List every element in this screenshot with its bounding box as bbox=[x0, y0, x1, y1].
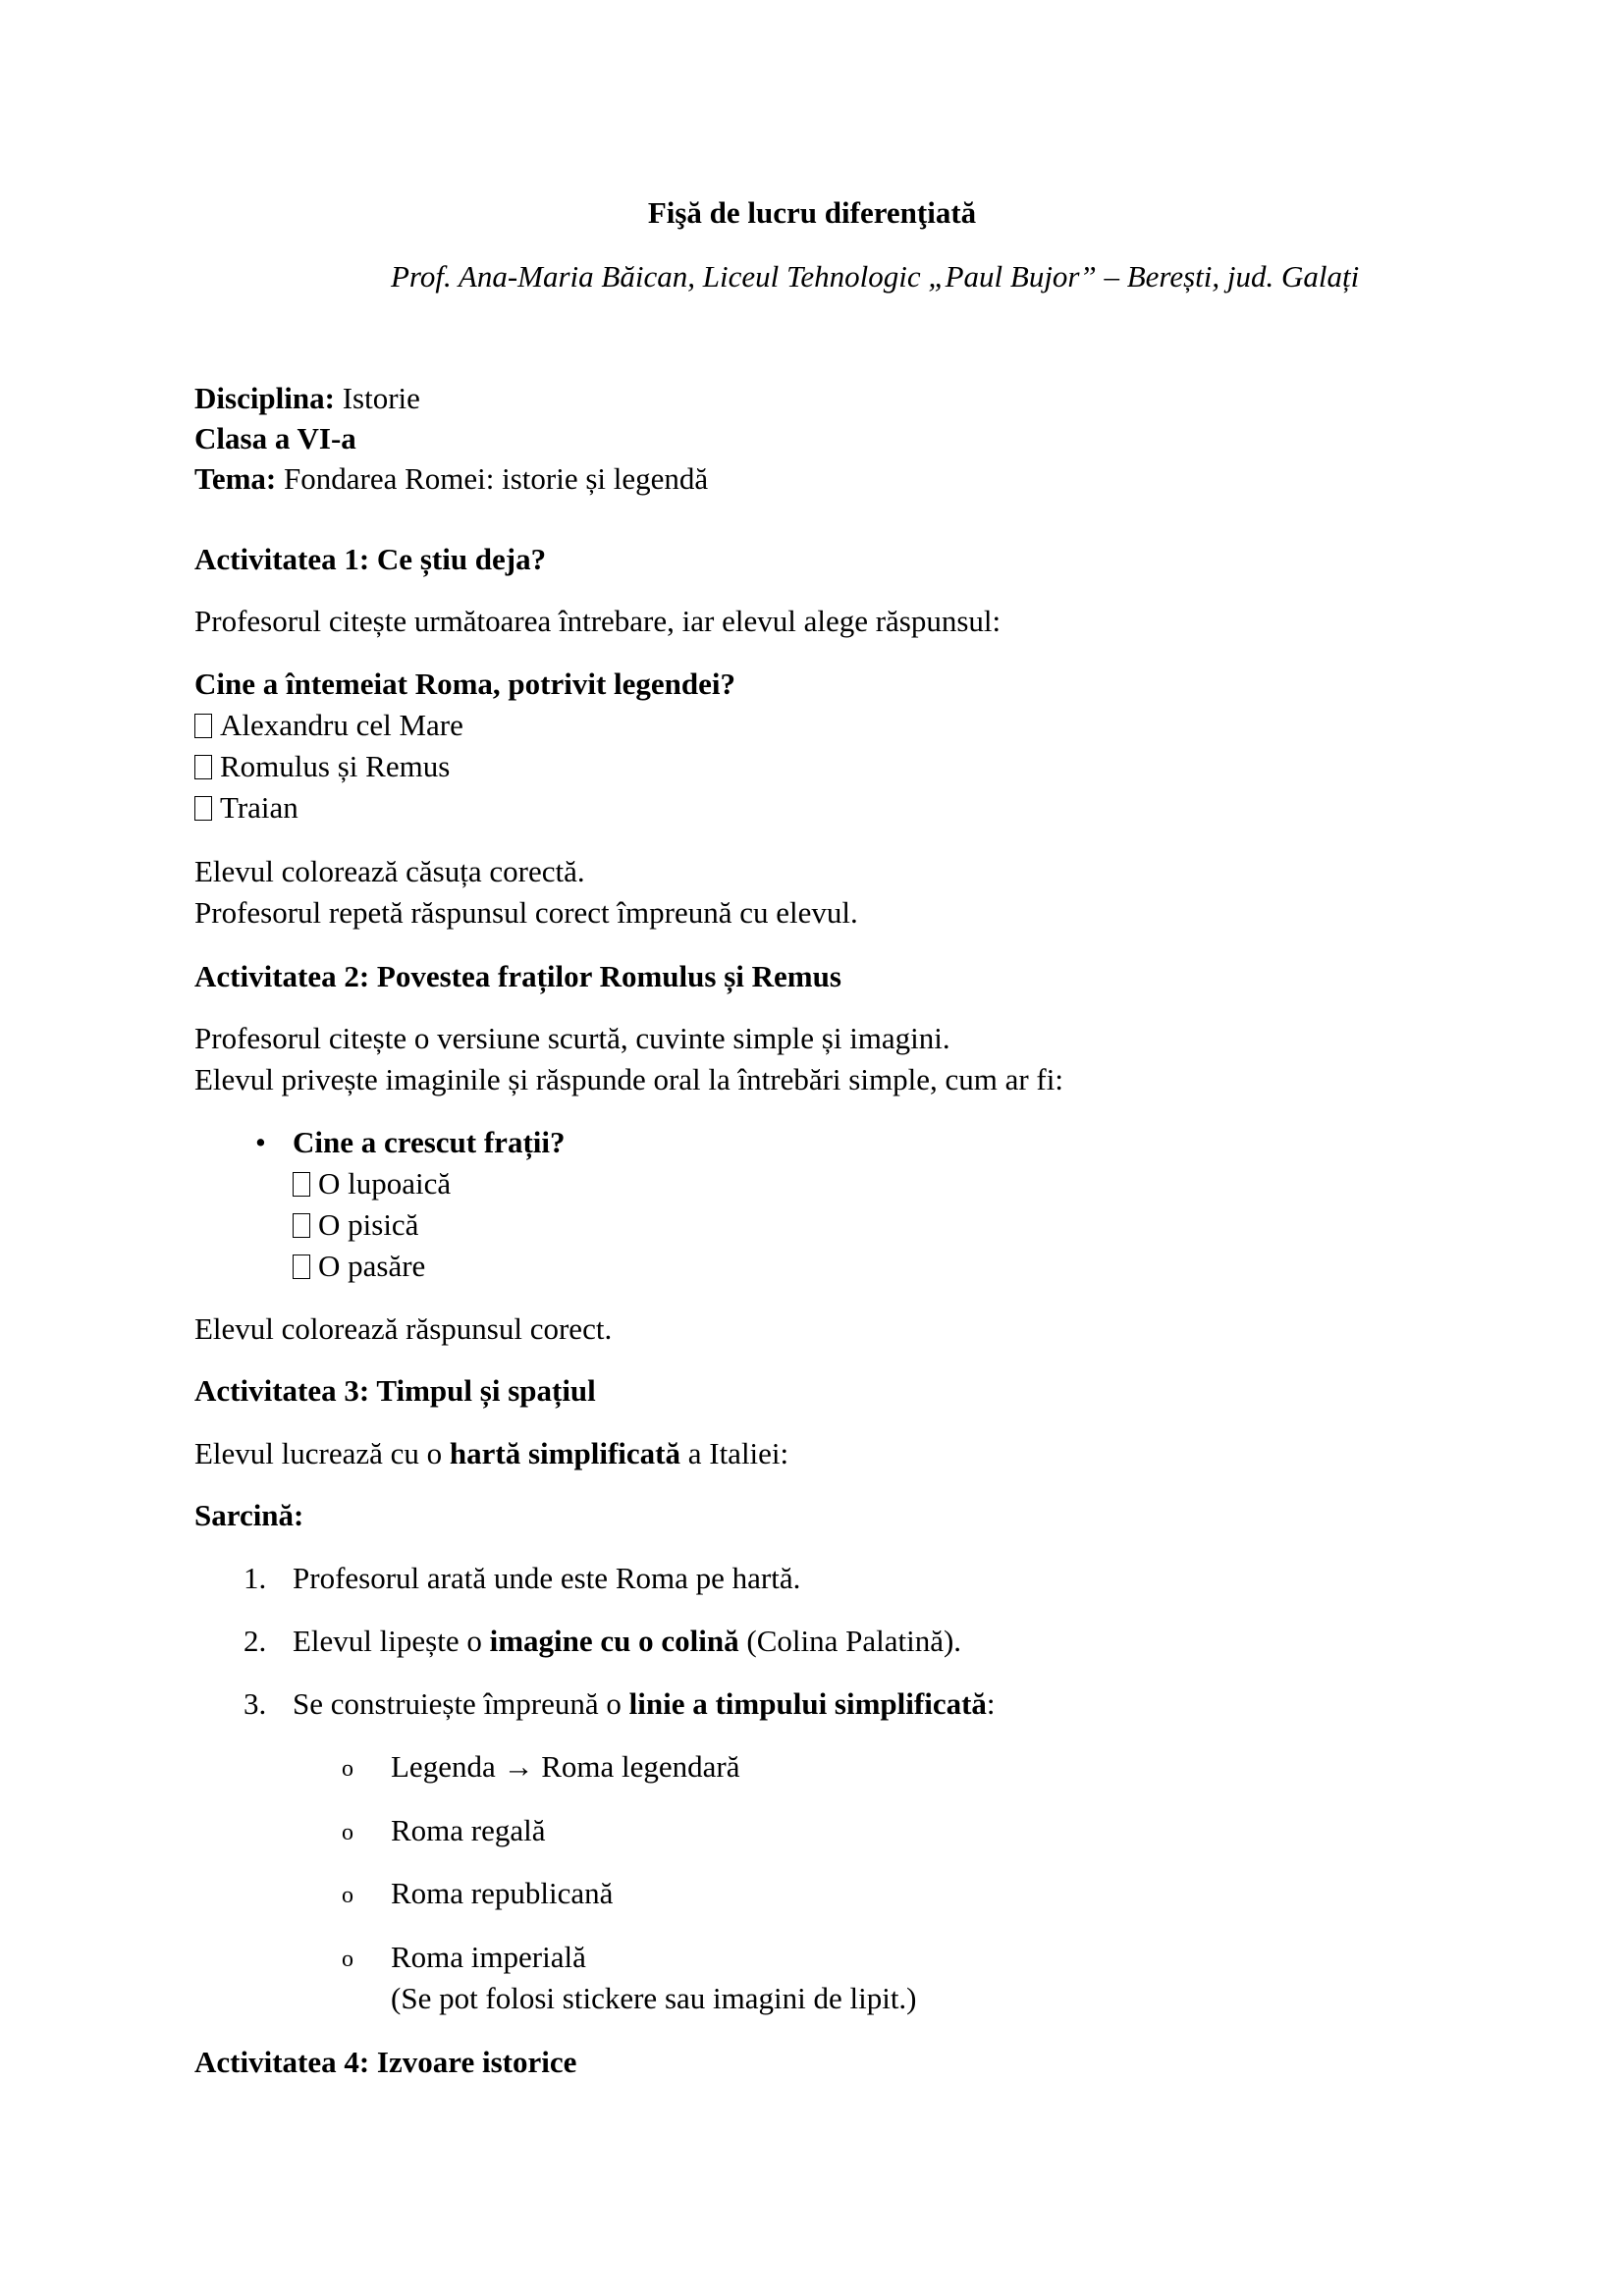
activity1-option bbox=[194, 706, 463, 745]
step-bold: linie a timpului simplificată bbox=[628, 1686, 987, 1721]
activity1-heading bbox=[194, 540, 546, 579]
option-label: O pisică bbox=[318, 1207, 419, 1242]
activity2-option bbox=[293, 1205, 418, 1245]
option-label: O lupoaică bbox=[318, 1166, 452, 1201]
step-pre: Se construiește împreună o bbox=[293, 1686, 629, 1721]
option-label: Traian bbox=[220, 790, 298, 825]
step-text bbox=[293, 1622, 961, 1661]
checkbox-icon[interactable] bbox=[194, 714, 212, 738]
circle-bullet-icon: o bbox=[342, 1756, 353, 1782]
intro-text: Elevul lucrează cu o bbox=[194, 1436, 450, 1470]
activity4-heading bbox=[194, 2043, 576, 2082]
activity3-heading bbox=[194, 1371, 596, 1411]
theme-value: Fondarea Romei: istorie și legendă bbox=[276, 461, 709, 496]
activity3-heading-text: Activitatea 3: Timpul și spațiul bbox=[194, 1373, 596, 1408]
activity2-question-text: Cine a crescut frații? bbox=[293, 1125, 566, 1159]
intro-bold: hartă simplificată bbox=[449, 1436, 680, 1470]
circle-bullet-icon: o bbox=[342, 1883, 353, 1908]
activity1-heading-text: Activitatea 1: Ce știu deja? bbox=[194, 542, 547, 576]
activity2-heading bbox=[194, 957, 841, 996]
class-label: Clasa a VI-a bbox=[194, 421, 356, 455]
timeline-item: Legenda → Roma legendară bbox=[391, 1749, 740, 1784]
step-number: 3. bbox=[244, 1686, 267, 1721]
discipline-label: Disciplina: bbox=[194, 381, 335, 415]
option-label: Alexandru cel Mare bbox=[220, 708, 463, 742]
activity2-intro: Profesorul citește o versiune scurtă, cuvinte simple și imagini. bbox=[194, 1021, 950, 1055]
step-bold: imagine cu o colină bbox=[489, 1624, 739, 1658]
step-post: : bbox=[986, 1686, 996, 1721]
class-line bbox=[194, 419, 356, 458]
timeline-item: Roma imperială bbox=[391, 1940, 586, 1974]
circle-bullet-icon: o bbox=[342, 1820, 353, 1845]
activity2-note: Elevul colorează răspunsul corect. bbox=[194, 1311, 613, 1346]
step-pre: Profesorul arată unde este Roma pe hartă. bbox=[293, 1561, 801, 1595]
bullet-icon: • bbox=[255, 1125, 266, 1159]
timeline-note: (Se pot folosi stickere sau imagini de lipit.) bbox=[391, 1981, 917, 2015]
step-post: (Colina Palatină). bbox=[738, 1624, 962, 1658]
activity1-question bbox=[194, 665, 735, 704]
step-number: 1. bbox=[244, 1561, 267, 1595]
author-line: Prof. Ana-Maria Băican, Liceul Tehnologic „Paul Bujor” – Berești, jud. Galați bbox=[391, 259, 1360, 294]
activity2-heading-text: Activitatea 2: Povestea fraților Romulus și Remus bbox=[194, 959, 841, 993]
activity2-option bbox=[293, 1247, 425, 1286]
discipline-value: Istorie bbox=[334, 381, 420, 415]
step-text bbox=[293, 1684, 996, 1724]
step-number: 2. bbox=[244, 1624, 267, 1658]
checkbox-icon[interactable] bbox=[194, 755, 212, 779]
checkbox-icon[interactable] bbox=[293, 1172, 310, 1197]
activity1-option bbox=[194, 788, 298, 828]
task-label bbox=[194, 1496, 303, 1535]
theme-line bbox=[194, 459, 708, 499]
checkbox-icon[interactable] bbox=[293, 1213, 310, 1238]
activity2-question bbox=[293, 1123, 566, 1162]
timeline-item: Roma regală bbox=[391, 1813, 546, 1847]
activity1-question-text: Cine a întemeiat Roma, potrivit legendei? bbox=[194, 667, 736, 701]
activity1-intro: Profesorul citește următoarea întrebare, iar elevul alege răspunsul: bbox=[194, 604, 1001, 638]
activity1-option bbox=[194, 747, 450, 786]
circle-bullet-icon: o bbox=[342, 1947, 353, 1972]
step-text bbox=[293, 1559, 800, 1598]
timeline-item: Roma republicană bbox=[391, 1876, 614, 1910]
activity4-heading-text: Activitatea 4: Izvoare istorice bbox=[194, 2045, 577, 2079]
checkbox-icon[interactable] bbox=[293, 1255, 310, 1279]
activity1-note: Elevul colorează căsuța corectă. bbox=[194, 854, 585, 888]
option-label: Romulus și Remus bbox=[220, 749, 451, 783]
intro-text: a Italiei: bbox=[679, 1436, 789, 1470]
checkbox-icon[interactable] bbox=[194, 796, 212, 821]
theme-label: Tema: bbox=[194, 461, 277, 496]
activity2-option bbox=[293, 1164, 451, 1203]
step-pre: Elevul lipește o bbox=[293, 1624, 490, 1658]
discipline-line bbox=[194, 379, 420, 418]
worksheet-title: Fişă de lucru diferenţiată bbox=[647, 195, 977, 230]
activity3-intro bbox=[194, 1434, 788, 1473]
task-label-text: Sarcină: bbox=[194, 1498, 304, 1532]
activity2-intro: Elevul privește imaginile și răspunde oral la întrebări simple, cum ar fi: bbox=[194, 1062, 1063, 1096]
activity1-note: Profesorul repetă răspunsul corect împreună cu elevul. bbox=[194, 895, 858, 930]
option-label: O pasăre bbox=[318, 1249, 426, 1283]
